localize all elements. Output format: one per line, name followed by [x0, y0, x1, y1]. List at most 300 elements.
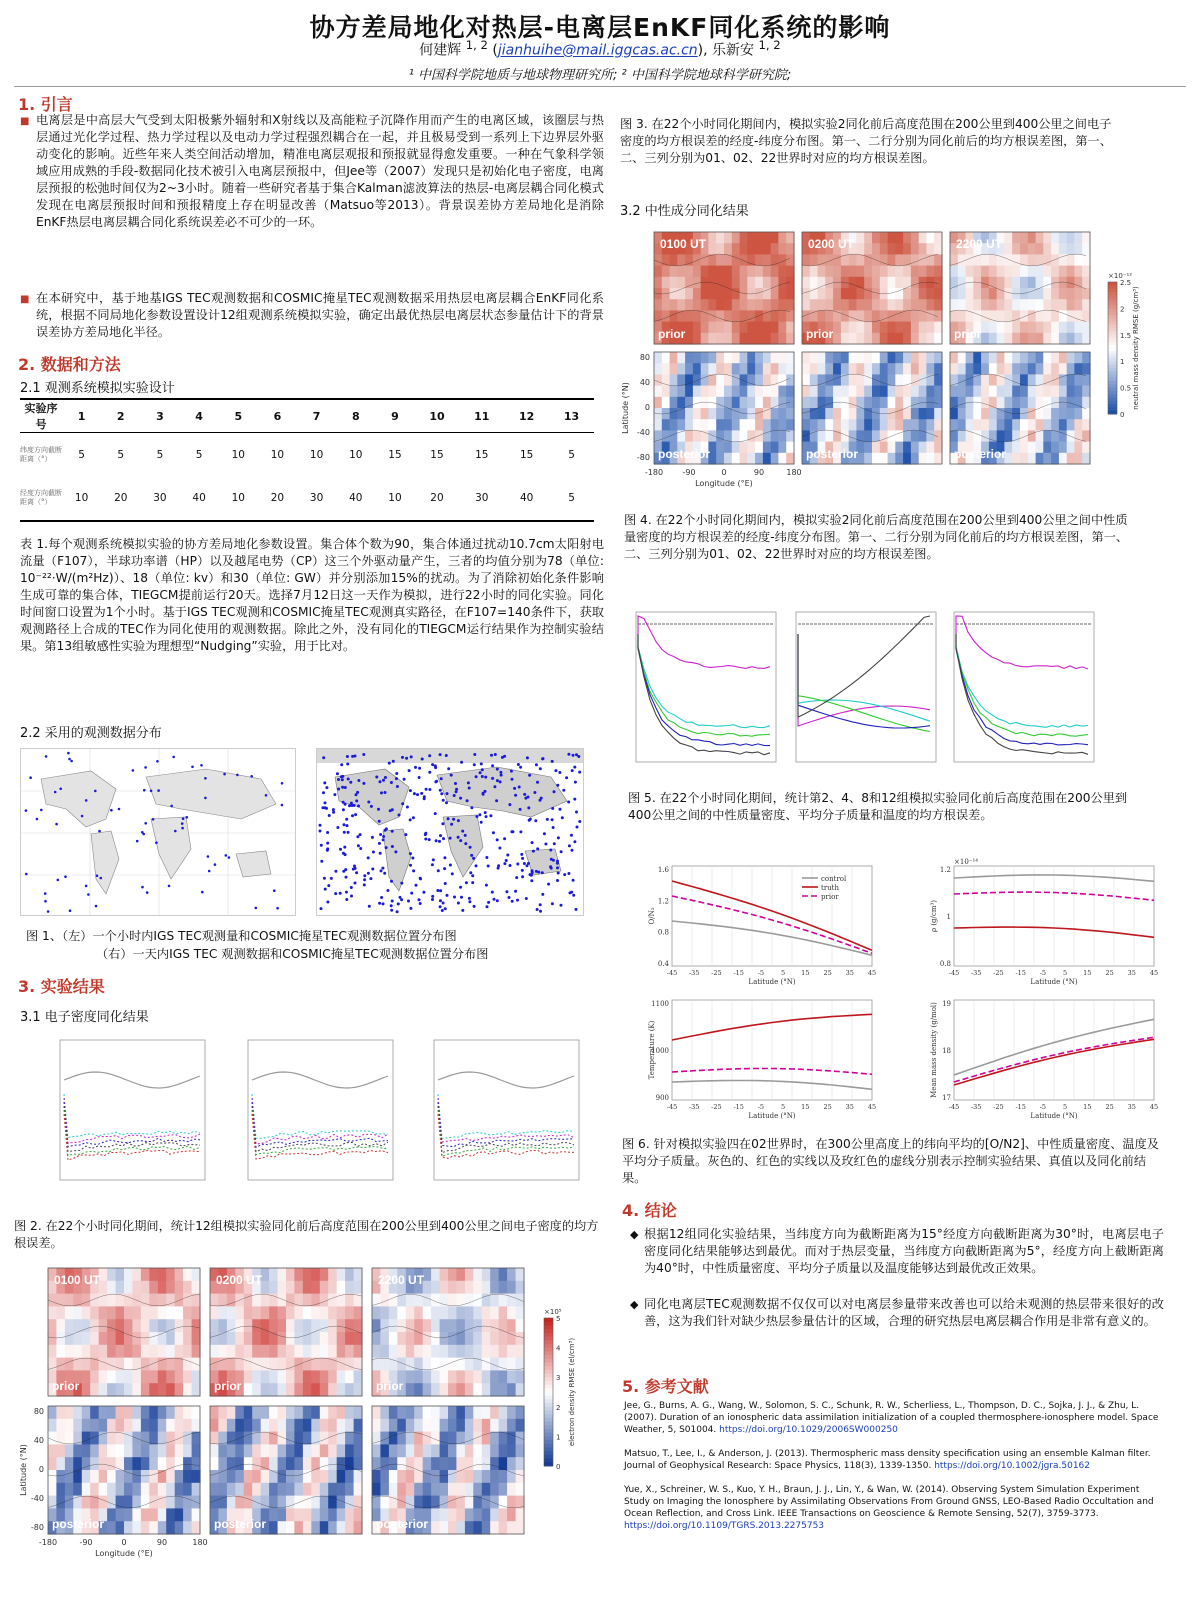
obs-point: [322, 791, 325, 794]
map-cell: [286, 1419, 295, 1432]
map-cell: [252, 1370, 261, 1383]
map-cell: [856, 419, 864, 431]
map-cell: [354, 1281, 363, 1294]
map-cell: [354, 1432, 363, 1445]
map-cell: [499, 1268, 508, 1281]
obs-point: [563, 873, 566, 876]
map-cell: [670, 419, 678, 431]
map-cell: [73, 1444, 82, 1457]
obs-point: [460, 896, 463, 899]
x-tick-label: 45: [867, 1103, 877, 1111]
table-cell: 10: [270, 448, 285, 461]
map-cell: [311, 1281, 320, 1294]
colorbar-segment: [544, 1318, 553, 1322]
map-cell: [490, 1444, 499, 1457]
map-cell: [1051, 299, 1059, 311]
obs-point: [560, 904, 563, 907]
map-cell: [747, 333, 755, 345]
map-cell: [1074, 408, 1082, 420]
map-cell: [73, 1345, 82, 1358]
map-cell: [192, 1419, 201, 1432]
map-cell: [269, 1345, 278, 1358]
colorbar-segment: [1108, 308, 1117, 312]
map-cell: [269, 1483, 278, 1496]
map-cell: [778, 333, 786, 345]
map-cell: [1036, 310, 1044, 322]
obs-point: [181, 822, 184, 825]
map-cell: [740, 453, 748, 465]
map-cell: [670, 386, 678, 398]
obs-point: [144, 766, 147, 769]
obs-point: [214, 863, 217, 866]
map-cell: [771, 352, 779, 364]
map-cell: [235, 1419, 244, 1432]
map-cell: [677, 374, 685, 386]
obs-point: [572, 894, 575, 897]
map-cell: [482, 1268, 491, 1281]
map-cell: [1067, 419, 1075, 431]
map-cell: [482, 1345, 491, 1358]
map-cell: [849, 352, 857, 364]
plot-frame: [434, 1040, 579, 1180]
map-cell: [677, 352, 685, 364]
reference-1-doi-link[interactable]: https://doi.org/10.1029/2006SW000250: [719, 1425, 898, 1435]
map-cell: [1082, 363, 1090, 375]
obs-point: [541, 893, 544, 896]
obs-point: [409, 818, 412, 821]
author-email-link[interactable]: jianhuihe@mail.iggcas.ac.cn: [497, 42, 698, 59]
map-cell: [818, 310, 826, 322]
map-cell: [778, 277, 786, 289]
obs-point: [351, 755, 354, 758]
table-cell: 10: [375, 477, 414, 521]
map-cell: [1051, 430, 1059, 442]
map-cell: [740, 419, 748, 431]
map-cell: [328, 1281, 337, 1294]
map-cell: [973, 310, 981, 322]
map-cell: [919, 374, 927, 386]
map-cell: [65, 1294, 74, 1307]
obs-point: [455, 788, 458, 791]
obs-point: [388, 762, 391, 765]
colorbar-tick-label: 0: [1120, 411, 1125, 419]
obs-point: [406, 806, 409, 809]
obs-point: [572, 879, 575, 882]
map-cell: [448, 1406, 457, 1419]
obs-point: [434, 812, 437, 815]
map-cell: [903, 352, 911, 364]
obs-point: [382, 902, 385, 905]
colorbar-segment: [1108, 315, 1117, 319]
map-cell: [880, 299, 888, 311]
map-cell: [116, 1383, 125, 1396]
map-cell: [82, 1345, 91, 1358]
map-cell: [926, 352, 934, 364]
map-cell: [1028, 397, 1036, 409]
plot-frame: [636, 612, 776, 762]
map-cell: [354, 1383, 363, 1396]
author-line: 何建辉 $^{1, 2}$ (jianhuihe@mail.iggcas.ac.cn), 乐新安 $^{1, 2}$: [419, 38, 781, 59]
map-cell: [864, 453, 872, 465]
map-cell: [90, 1332, 99, 1345]
map-cell: [981, 333, 989, 345]
map-cell: [124, 1496, 133, 1509]
map-cell: [423, 1419, 432, 1432]
map-cell: [693, 408, 701, 420]
map-cell: [320, 1508, 329, 1521]
map-cell: [380, 1345, 389, 1358]
map-cell: [1067, 243, 1075, 255]
map-cell: [1004, 352, 1012, 364]
colorbar-segment: [544, 1359, 553, 1363]
map-cell: [926, 408, 934, 420]
obs-point: [367, 872, 370, 875]
map-cell: [888, 386, 896, 398]
map-cell: [693, 266, 701, 278]
map-cell: [107, 1508, 116, 1521]
table-cell: 40: [180, 477, 219, 521]
map-cell: [786, 310, 794, 322]
map-cell: [966, 310, 974, 322]
map-cell: [872, 352, 880, 364]
map-cell: [303, 1294, 312, 1307]
x-tick-label: -35: [688, 1103, 700, 1111]
obs-point: [568, 844, 571, 847]
map-cell: [354, 1406, 363, 1419]
map-cell: [732, 430, 740, 442]
map-cell: [1004, 333, 1012, 345]
map-cell: [244, 1457, 253, 1470]
map-cell: [1028, 322, 1036, 334]
obs-point: [281, 804, 284, 807]
obs-point: [344, 786, 347, 789]
map-cell: [227, 1345, 236, 1358]
map-cell: [755, 442, 763, 454]
x-tick-label: -25: [711, 1103, 722, 1111]
map-cell: [747, 232, 755, 244]
map-cell: [406, 1432, 415, 1445]
map-cell: [849, 322, 857, 334]
obs-point: [536, 908, 539, 911]
map-cell: [166, 1508, 175, 1521]
map-cell: [414, 1457, 423, 1470]
map-cell: [406, 1419, 415, 1432]
obs-point: [552, 826, 555, 829]
map-cell: [354, 1268, 363, 1281]
fig2-chart-2: [228, 1034, 398, 1198]
map-cell: [311, 1268, 320, 1281]
obs-point: [382, 838, 385, 841]
map-cell: [1082, 386, 1090, 398]
obs-point: [491, 777, 494, 780]
map-cell: [818, 397, 826, 409]
map-cell: [183, 1370, 192, 1383]
map-cell: [786, 232, 794, 244]
obs-point: [156, 760, 159, 763]
colorbar-segment: [1108, 384, 1117, 388]
table-cell: 30: [297, 477, 336, 521]
intro-paragraph-1: 电离层是中高层大气受到太阳极紫外辐射和X射线以及高能粒子沉降作用而产生的电离区域，该圈层与热层通过光化学过程、热力学过程以及电动力学过程强烈耦合在一起，并且极易受到一系列上下边界层外驱动变化的影响。近些年来人类空间活动增加，精准电离层观报和预报就显得愈发重要。一种在气象科学领域应用成熟的手段-数据同化技术被引入电离层预报中，但Jee等（2007）发现只是初始化电子密度，电离层预报的松弛时间仅为2~3小时。随着一些研究者基于集合Kalman滤波算法的热层-电离层耦合同化模式发现在电离层预报时间和预报精度上存在明显改善（Matsuo等2013）。背景误差协方差局地化是消除EnKF热层电离层耦合同化系统误差必不可少的一环。: [36, 113, 604, 229]
map-cell: [473, 1319, 482, 1332]
colorbar-segment: [544, 1429, 553, 1433]
map-cell: [482, 1406, 491, 1419]
obs-point: [354, 882, 357, 885]
obs-point: [347, 778, 350, 781]
map-cell: [48, 1470, 57, 1483]
obs-point: [408, 769, 411, 772]
map-cell: [1012, 299, 1020, 311]
reference-3-doi-link[interactable]: https://doi.org/10.1109/TGRS.2013.2275753: [624, 1521, 825, 1531]
map-cell: [499, 1470, 508, 1483]
obs-point: [428, 838, 431, 841]
lat-tick-label: 80: [33, 1407, 44, 1416]
map-cell: [1036, 363, 1044, 375]
map-cell: [490, 1406, 499, 1419]
map-cell: [124, 1268, 133, 1281]
map-cell: [56, 1306, 65, 1319]
map-cell: [1059, 243, 1067, 255]
map-cell: [183, 1419, 192, 1432]
map-cell: [763, 419, 771, 431]
map-cell: [116, 1444, 125, 1457]
obs-point: [418, 767, 421, 770]
map-cell: [778, 453, 786, 465]
map-cell: [1051, 310, 1059, 322]
y-axis-label: ρ (g/cm³): [930, 899, 938, 933]
map-cell: [149, 1470, 158, 1483]
map-cell: [465, 1432, 474, 1445]
map-cell: [311, 1345, 320, 1358]
map-cell: [1067, 266, 1075, 278]
map-cell: [1020, 453, 1028, 465]
map-cell: [158, 1483, 167, 1496]
map-cell: [740, 408, 748, 420]
map-cell: [269, 1419, 278, 1432]
map-cell: [708, 299, 716, 311]
colorbar-segment: [544, 1370, 553, 1374]
obs-distribution-subheading: 2.2 采用的观测数据分布: [20, 726, 162, 741]
map-cell: [124, 1319, 133, 1332]
map-cell: [261, 1432, 270, 1445]
map-cell: [911, 352, 919, 364]
map-cell: [888, 254, 896, 266]
map-cell: [919, 408, 927, 420]
map-cell: [1020, 299, 1028, 311]
map-cell: [372, 1332, 381, 1345]
map-cell: [99, 1332, 108, 1345]
map-cell: [973, 363, 981, 375]
map-cell: [82, 1406, 91, 1419]
x-tick-label: -5: [1039, 1103, 1047, 1111]
map-cell: [252, 1457, 261, 1470]
map-cell: [1036, 374, 1044, 386]
map-cell: [771, 288, 779, 300]
map-cell: [507, 1457, 516, 1470]
map-cell: [919, 419, 927, 431]
map-cell: [252, 1444, 261, 1457]
map-cell: [802, 288, 810, 300]
map-cell: [65, 1406, 74, 1419]
map-cell: [389, 1332, 398, 1345]
map-cell: [141, 1358, 150, 1371]
map-cell: [1020, 442, 1028, 454]
obs-point: [332, 808, 335, 811]
map-cell: [1028, 386, 1036, 398]
map-cell: [107, 1332, 116, 1345]
map-cell: [482, 1432, 491, 1445]
obs-point: [409, 852, 412, 855]
map-cell: [56, 1294, 65, 1307]
obs-point: [451, 872, 454, 875]
legend-label: truth: [821, 884, 839, 892]
map-row-label: prior: [376, 1379, 404, 1393]
map-cell: [1082, 419, 1090, 431]
map-cell: [771, 310, 779, 322]
colorbar-segment: [544, 1459, 553, 1463]
map-cell: [888, 333, 896, 345]
map-cell: [235, 1457, 244, 1470]
obs-point: [578, 820, 581, 823]
obs-point: [398, 814, 401, 817]
map-cell: [261, 1294, 270, 1307]
map-cell: [701, 266, 709, 278]
map-cell: [440, 1470, 449, 1483]
map-cell: [724, 386, 732, 398]
obs-point: [539, 767, 542, 770]
map-cell: [685, 299, 693, 311]
map-cell: [482, 1496, 491, 1509]
map-cell: [786, 243, 794, 255]
obs-point: [457, 819, 460, 822]
map-cell: [175, 1370, 184, 1383]
map-cell: [685, 430, 693, 442]
map-cell: [747, 299, 755, 311]
map-cell: [244, 1332, 253, 1345]
colorbar-segment: [1108, 361, 1117, 365]
map-cell: [465, 1358, 474, 1371]
colorbar-segment: [544, 1396, 553, 1400]
map-cell: [771, 266, 779, 278]
map-cell: [183, 1444, 192, 1457]
map-cell: [183, 1332, 192, 1345]
map-cell: [716, 419, 724, 431]
obs-point: [481, 768, 484, 771]
obs-point: [186, 816, 189, 819]
map-cell: [166, 1419, 175, 1432]
map-cell: [818, 408, 826, 420]
colorbar-segment: [1108, 338, 1117, 342]
obs-point: [447, 767, 450, 770]
map-cell: [90, 1306, 99, 1319]
map-cell: [90, 1457, 99, 1470]
map-cell: [303, 1345, 312, 1358]
map-cell: [166, 1496, 175, 1509]
map-cell: [926, 266, 934, 278]
map-cell: [1020, 352, 1028, 364]
map-cell: [380, 1332, 389, 1345]
colorbar-segment: [544, 1455, 553, 1459]
obs-point: [170, 805, 173, 808]
x-tick-label: 15: [1083, 969, 1092, 977]
map-cell: [252, 1406, 261, 1419]
map-cell: [294, 1319, 303, 1332]
map-cell: [872, 419, 880, 431]
map-cell: [320, 1406, 329, 1419]
obs-point: [386, 889, 389, 892]
map-cell: [286, 1496, 295, 1509]
obs-point: [384, 829, 387, 832]
map-cell: [261, 1419, 270, 1432]
map-cell: [903, 310, 911, 322]
map-cell: [414, 1383, 423, 1396]
map-cell: [864, 442, 872, 454]
map-cell: [99, 1496, 108, 1509]
map-cell: [380, 1432, 389, 1445]
map-cell: [716, 310, 724, 322]
map-cell: [1051, 254, 1059, 266]
colorbar-tick-label: 1.5: [1120, 331, 1132, 340]
lon-tick-label: 0: [721, 468, 727, 477]
map-cell: [328, 1383, 337, 1396]
map-cell: [856, 386, 864, 398]
map-cell: [926, 243, 934, 255]
map-cell: [1067, 254, 1075, 266]
obs-point: [492, 831, 495, 834]
map-cell: [934, 277, 942, 289]
map-cell: [65, 1496, 74, 1509]
map-cell: [149, 1306, 158, 1319]
obs-point: [54, 791, 57, 794]
colorbar-segment: [544, 1433, 553, 1437]
map-cell: [261, 1457, 270, 1470]
map-cell: [701, 288, 709, 300]
obs-point: [207, 855, 210, 858]
map-cell: [423, 1332, 432, 1345]
map-cell: [880, 386, 888, 398]
map-cell: [1067, 232, 1075, 244]
map-cell: [507, 1406, 516, 1419]
map-cell: [1067, 288, 1075, 300]
x-tick-label: 45: [867, 969, 877, 977]
obs-point: [472, 857, 475, 860]
obs-point: [409, 789, 412, 792]
map-cell: [740, 277, 748, 289]
map-cell: [950, 408, 958, 420]
map-cell: [286, 1345, 295, 1358]
reference-2-text: Matsuo, T., Lee, I., & Anderson, J. (2013). Thermospheric mass density specification using an ensemble Kalman filter. Journal of Geophysical Research: Space Physics, 118(3), 1339-1350.: [624, 1449, 1151, 1471]
map-cell: [771, 430, 779, 442]
obs-point: [342, 808, 345, 811]
map-cell: [989, 310, 997, 322]
colorbar-tick-label: 2.5: [1120, 279, 1132, 287]
map-cell: [431, 1306, 440, 1319]
map-cell: [1004, 254, 1012, 266]
map-cell: [303, 1306, 312, 1319]
map-cell: [132, 1306, 141, 1319]
fig4-neutral-density-maps: [620, 226, 1160, 508]
map-cell: [389, 1358, 398, 1371]
map-cell: [141, 1508, 150, 1521]
obs-point: [36, 818, 39, 821]
map-cell: [397, 1432, 406, 1445]
map-cell: [244, 1306, 253, 1319]
map-cell: [903, 408, 911, 420]
map-cell: [107, 1319, 116, 1332]
map-cell: [440, 1345, 449, 1358]
obs-point: [273, 889, 276, 892]
map-cell: [973, 266, 981, 278]
reference-2-doi-link[interactable]: https://doi.org/10.1002/jgra.50162: [934, 1461, 1091, 1471]
